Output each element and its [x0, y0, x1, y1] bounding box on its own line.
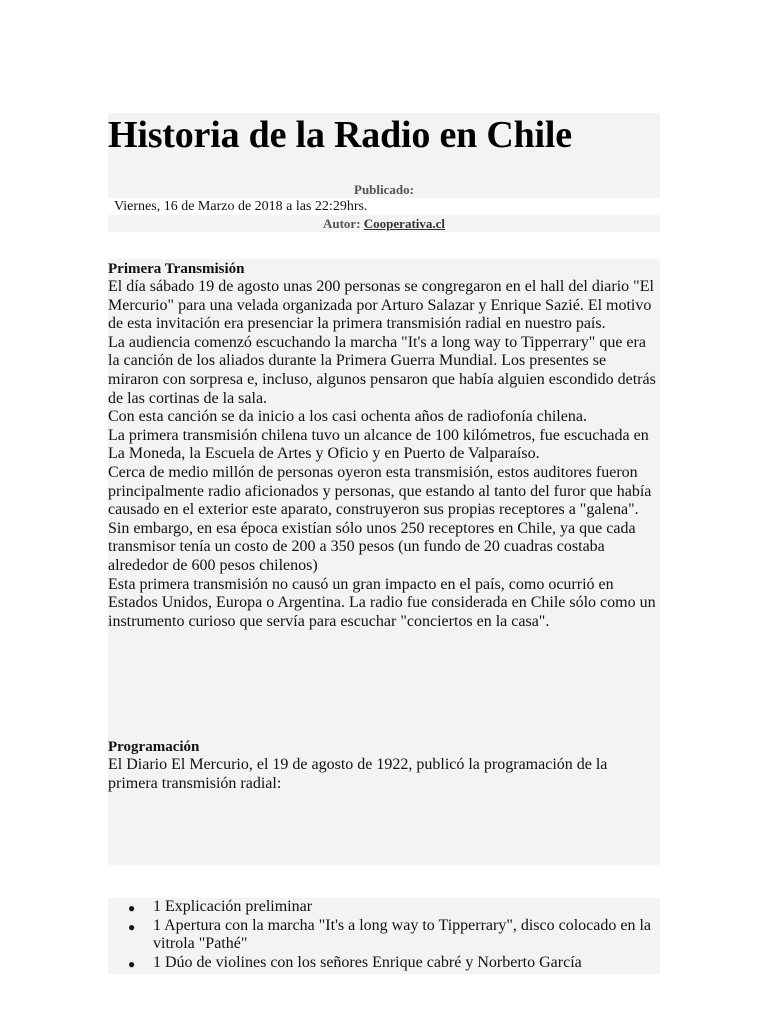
list-item-text: 1 Apertura con la marcha "It's a long way to Tipperrary", disco colocado en la vitrola "Pathé"	[153, 916, 652, 953]
published-date: Viernes, 16 de Marzo de 2018 a las 22:29hrs.	[108, 198, 660, 215]
author-link[interactable]: Cooperativa.cl	[363, 216, 446, 231]
section-programacion	[108, 737, 660, 865]
author-label: Autor:	[322, 216, 361, 231]
paragraph: La audiencia comenzó escuchando la marcha "It's a long way to Tipperrary" que era la canción de los aliados durante la Primera Guerra Mundial. Los presentes se miraron con sorpresa e, incluso, algunos pensaron que había alguien escondido detrás de las cortinas de la sala.	[108, 333, 656, 407]
paragraph: La primera transmisión chilena tuvo un alcance de 100 kilómetros, fue escuchada en La Moneda, la Escuela de Artes y Oficio y en Puerto de Valparaíso.	[108, 426, 649, 463]
article-title: Historia de la Radio en Chile	[108, 114, 572, 156]
bullet-icon: ●	[128, 901, 136, 915]
section-heading: Programación	[108, 739, 200, 755]
section-primera-transmision	[108, 259, 660, 737]
section-heading: Primera Transmisión	[108, 261, 245, 277]
paragraph: Sin embargo, en esa época existían sólo unos 250 receptores en Chile, ya que cada transmisor tenía un costo de 200 a 350 pesos (un fundo de 20 cuadras costaba alrededor de 600 pesos chilenos)	[108, 519, 636, 574]
bullet-icon: ●	[128, 919, 136, 934]
list-item-text: 1 Dúo de violines con los señores Enrique cabré y Norberto García	[153, 953, 582, 971]
paragraph: El Diario El Mercurio, el 19 de agosto de 1922, publicó la programación de la primera transmisión radial:	[108, 756, 608, 792]
article	[108, 113, 660, 974]
title-block	[108, 113, 660, 198]
list-item	[108, 917, 660, 954]
paragraph: Cerca de medio millón de personas oyeron esta transmisión, estos auditores fueron principalmente radio aficionados y personas, que estando al tanto del furor que había causado en el exterior este aparato, construyeron sus propias receptores a "galena".	[108, 463, 652, 519]
list-item-text: 1 Explicación preliminar	[153, 898, 313, 915]
program-list	[108, 898, 660, 974]
paragraph: Esta primera transmisión no causó un gran impacto en el país, como ocurrió en Estados Unidos, Europa o Argentina. La radio fue considerada en Chile sólo como un instrumento curioso que servía para escuchar "conciertos en la casa".	[108, 575, 656, 630]
author-row	[108, 215, 660, 232]
paragraph: El día sábado 19 de agosto unas 200 personas se congregaron en el hall del diario "El Mercurio" para una velada organizada por Arturo Salazar y Enrique Sazié. El motivo de esta invitación era presenciar la primera transmisión radial en nuestro país.	[108, 278, 654, 333]
list-item	[108, 898, 660, 917]
bullet-icon: ●	[128, 956, 136, 971]
published-label: Publicado:	[354, 182, 414, 197]
paragraph: Con esta canción se da inicio a los casi ochenta años de radiofonía chilena.	[108, 408, 587, 426]
list-item	[108, 954, 660, 973]
